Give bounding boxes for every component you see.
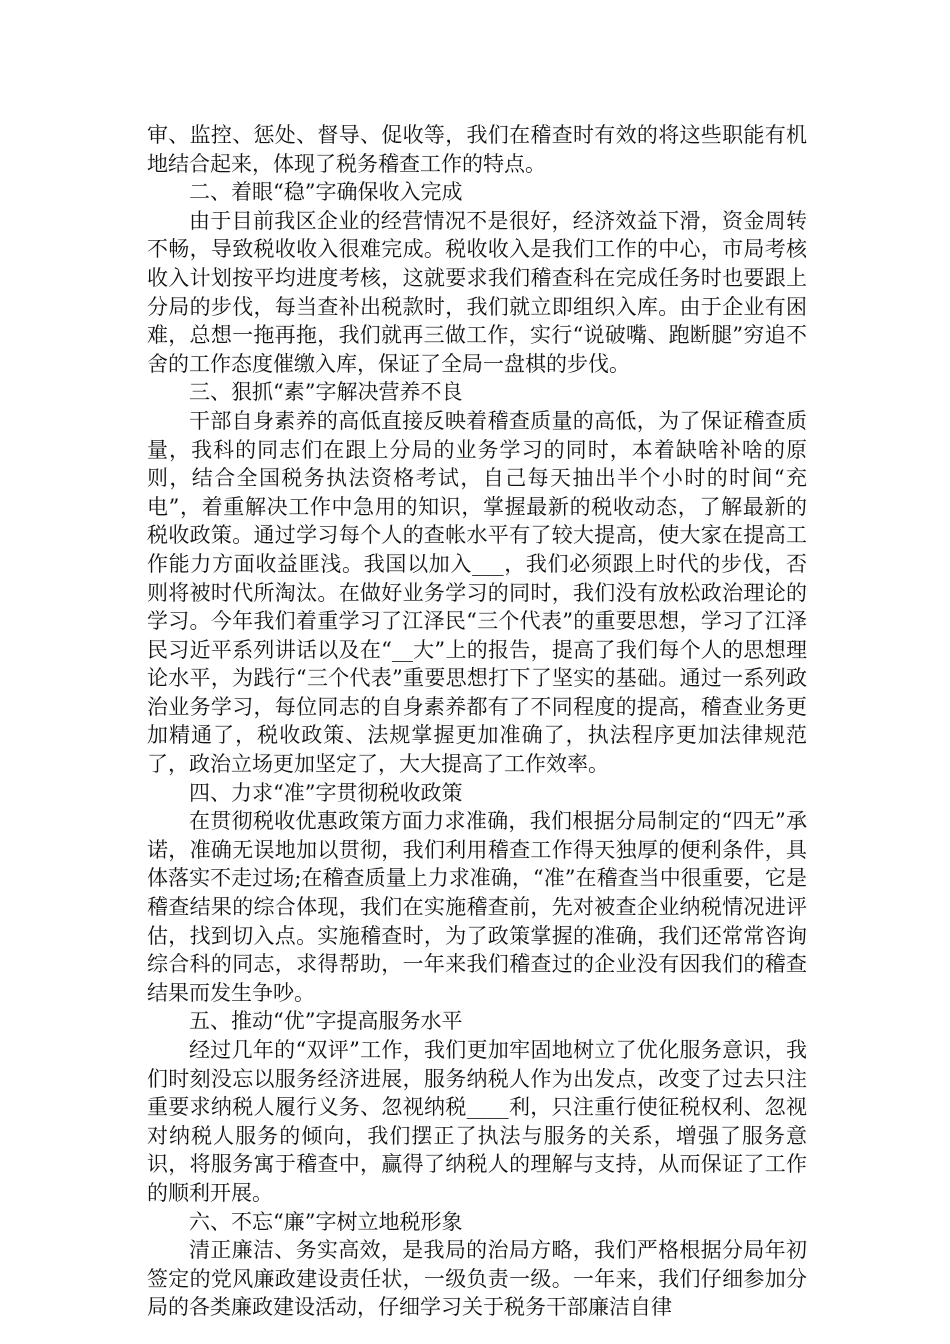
paragraph-section-4: 在贯彻税收优惠政策方面力求准确，我们根据分局制定的“四无”承诺，准确无误地加以贯彻，我们利用稽查工作得天独厚的便利条件，具体落实不走过场;在稽查质量上力求准确，“准”在稽查当中很重要，它是稽查结果的综合体现，我们在实施稽查前，先对被查企业纳税情况进评估，找到切入点。实施稽查时，为了政策掌握的准确，我们还常常咨询综合科的同志，求得帮助，一年来我们稽查过的企业没有因我们的稽查结果而发生争吵。 xyxy=(147,809,807,1005)
paragraph-continued: 审、监控、惩处、督导、促收等，我们在稽查时有效的将这些职能有机地结合起来，体现了税务稽查工作的特点。 xyxy=(147,123,807,176)
section-heading-2: 二、着眼“稳”字确保收入完成 xyxy=(189,180,463,205)
section-heading-6: 六、不忘“廉”字树立地税形象 xyxy=(189,1209,463,1234)
paragraph-section-6: 清正廉洁、务实高效，是我局的治局方略，我们严格根据分局年初签定的党风廉政建设责任状，一级负责一级。一年来，我们仔细参加分局的各类廉政建设活动，仔细学习关于税务干部廉洁自律 xyxy=(147,1238,807,1320)
section-heading-3: 三、狠抓“素”字解决营养不良 xyxy=(189,380,463,405)
section-heading-4: 四、力求“准”字贯彻税收政策 xyxy=(189,780,463,805)
paragraph-section-3: 干部自身素养的高低直接反映着稽查质量的高低，为了保证稽查质量，我科的同志们在跟上分局的业务学习的同时，本着缺啥补啥的原则，结合全国税务执法资格考试，自己每天抽出半个小时的时间“充电”，着重解决工作中急用的知识，掌握最新的税收动态，了解最新的税收政策。通过学习每个人的查帐水平有了较大提高，使大家在提高工作能力方面收益匪浅。我国以加入___，我们必须跟上时代的步伐，否则将被时代所淘汰。在做好业务学习的同时，我们没有放松政治理论的学习。今年我们着重学习了江泽民“三个代表”的重要思想，学习了江泽民习近平系列讲话以及在“__大”上的报告，提高了我们每个人的思想理论水平，为践行“三个代表”重要思想打下了坚实的基础。通过一系列政治业务学习，每位同志的自身素养都有了不同程度的提高，稽查业务更加精通了，税收政策、法规掌握更加准确了，执法程序更加法律规范了，政治立场更加坚定了，大大提高了工作效率。 xyxy=(147,408,807,777)
paragraph-section-2: 由于目前我区企业的经营情况不是很好，经济效益下滑，资金周转不畅，导致税收收入很难完成。税收收入是我们工作的中心，市局考核收入计划按平均进度考核，这就要求我们稽查科在完成任务时也要跟上分局的步伐，每当查补出税款时，我们就立即组织入库。由于企业有困难，总想一拖再拖，我们就再三做工作，实行“说破嘴、跑断腿”穷追不舍的工作态度催缴入库，保证了全局一盘棋的步伐。 xyxy=(147,208,807,376)
document-page xyxy=(147,121,807,1322)
paragraph-section-5: 经过几年的“双评”工作，我们更加牢固地树立了优化服务意识，我们时刻没忘以服务经济进展，服务纳税人作为出发点，改变了过去只注重要求纳税人履行义务、忽视纳税____利，只注重行使征税权利、忽视对纳税人服务的倾向，我们摆正了执法与服务的关系，增强了服务意识，将服务寓于稽查中，赢得了纳税人的理解与支持，从而保证了工作的顺利开展。 xyxy=(147,1038,807,1205)
section-heading-5: 五、推动“优”字提高服务水平 xyxy=(189,1009,463,1034)
